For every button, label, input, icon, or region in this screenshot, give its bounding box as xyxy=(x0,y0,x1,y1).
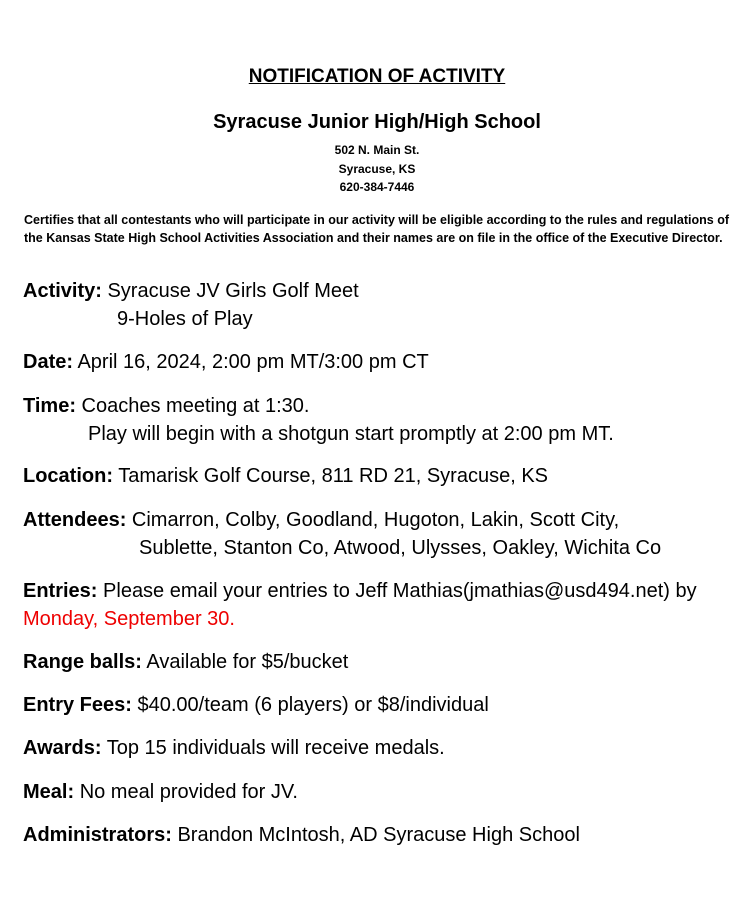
time-row xyxy=(23,395,309,418)
school-phone: 620-384-7446 xyxy=(339,180,415,194)
entries-value: Please email your entries to Jeff Mathias(jmathias@usd494.net) by xyxy=(103,580,697,602)
time-detail: Play will begin with a shotgun start promptly at 2:00 pm MT. xyxy=(88,423,614,445)
awards-value: Top 15 individuals will receive medals. xyxy=(106,737,445,759)
meal-value: No meal provided for JV. xyxy=(79,781,298,803)
time-label: Time: xyxy=(23,395,76,417)
entry-fees-row xyxy=(23,694,489,717)
school-name: Syracuse Junior High/High School xyxy=(213,111,541,133)
activity-label: Activity: xyxy=(23,280,102,302)
awards-row xyxy=(23,737,445,760)
date-row xyxy=(23,351,429,374)
range-balls-row xyxy=(23,651,348,674)
attendees-label: Attendees: xyxy=(23,509,127,531)
range-balls-value: Available for $5/bucket xyxy=(146,651,349,673)
attendees-row xyxy=(23,509,619,532)
administrators-label: Administrators: xyxy=(23,824,172,846)
page-title: NOTIFICATION OF ACTIVITY xyxy=(248,66,506,87)
date-label: Date: xyxy=(23,351,74,373)
date-value: April 16, 2024, 2:00 pm MT/3:00 pm CT xyxy=(77,351,429,373)
meal-row xyxy=(23,781,298,804)
school-city: Syracuse, KS xyxy=(338,162,416,176)
meal-label: Meal: xyxy=(23,781,75,803)
entry-fees-label: Entry Fees: xyxy=(23,694,132,716)
location-row xyxy=(23,465,548,488)
school-address: 502 N. Main St. xyxy=(334,143,420,157)
attendees-continued: Sublette, Stanton Co, Atwood, Ulysses, Oakley, Wichita Co xyxy=(139,537,662,559)
entries-row xyxy=(23,580,697,603)
entries-label: Entries: xyxy=(23,580,98,602)
administrators-value: Brandon McIntosh, AD Syracuse High School xyxy=(177,824,580,846)
entry-fees-value: $40.00/team (6 players) or $8/individual xyxy=(137,694,489,716)
entries-deadline: Monday, September 30. xyxy=(23,608,235,630)
location-label: Location: xyxy=(23,465,113,487)
activity-value: Syracuse JV Girls Golf Meet xyxy=(107,280,359,302)
attendees-value: Cimarron, Colby, Goodland, Hugoton, Lakin, Scott City, xyxy=(131,509,620,531)
location-value: Tamarisk Golf Course, 811 RD 21, Syracuse, KS xyxy=(118,465,548,487)
activity-detail: 9-Holes of Play xyxy=(117,308,253,330)
time-value: Coaches meeting at 1:30. xyxy=(81,395,310,417)
activity-row xyxy=(23,280,359,303)
certification-statement: Certifies that all contestants who will participate in our activity will be eligible according to the rules and regulations of the Kansas State High School Activities Association and their names are on file in the office of the Executive Director. xyxy=(24,213,729,245)
administrators-row xyxy=(23,824,580,847)
awards-label: Awards: xyxy=(23,737,102,759)
range-balls-label: Range balls: xyxy=(23,651,142,673)
